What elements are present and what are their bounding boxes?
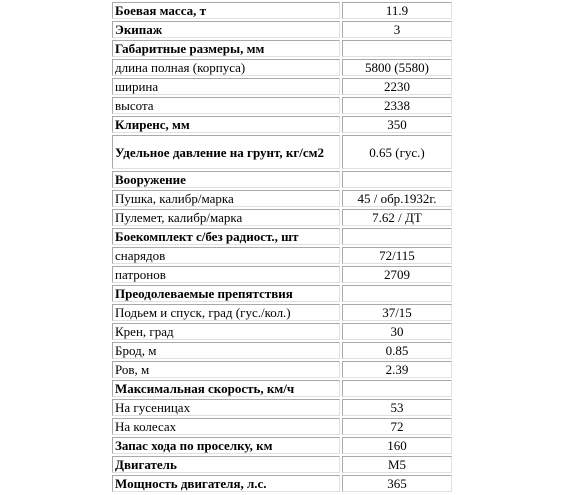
table-row xyxy=(112,171,452,188)
value-cell xyxy=(342,171,452,188)
parameter-cell: Удельное давление на грунт, кг/см2 xyxy=(112,135,340,169)
table-row xyxy=(112,456,452,473)
parameter-cell: Пушка, калибр/марка xyxy=(112,190,340,207)
table-row xyxy=(112,21,452,38)
value-cell: 72 xyxy=(342,418,452,435)
value-cell: 30 xyxy=(342,323,452,340)
table-row xyxy=(112,266,452,283)
table-row xyxy=(112,342,452,359)
value-cell xyxy=(342,228,452,245)
specifications-table-body xyxy=(112,2,452,492)
value-cell: 2709 xyxy=(342,266,452,283)
parameter-cell: высота xyxy=(112,97,340,114)
table-row xyxy=(112,59,452,76)
parameter-cell: Преодолеваемые препятствия xyxy=(112,285,340,302)
value-cell: 160 xyxy=(342,437,452,454)
table-row xyxy=(112,361,452,378)
table-row xyxy=(112,2,452,19)
table-row xyxy=(112,78,452,95)
value-cell: 350 xyxy=(342,116,452,133)
parameter-cell: Клиренс, мм xyxy=(112,116,340,133)
value-cell: 53 xyxy=(342,399,452,416)
parameter-cell: На колесах xyxy=(112,418,340,435)
parameter-cell: На гусеницах xyxy=(112,399,340,416)
value-cell: 2.39 xyxy=(342,361,452,378)
value-cell xyxy=(342,40,452,57)
parameter-cell: Ров, м xyxy=(112,361,340,378)
specifications-table xyxy=(110,0,454,494)
parameter-cell: Крен, град xyxy=(112,323,340,340)
parameter-cell: ширина xyxy=(112,78,340,95)
parameter-cell: Мощность двигателя, л.с. xyxy=(112,475,340,492)
parameter-cell: длина полная (корпуса) xyxy=(112,59,340,76)
table-row xyxy=(112,190,452,207)
table-row xyxy=(112,247,452,264)
table-row xyxy=(112,304,452,321)
parameter-cell: Боекомплект с/без радиост., шт xyxy=(112,228,340,245)
parameter-cell: Боевая масса, т xyxy=(112,2,340,19)
parameter-cell: Двигатель xyxy=(112,456,340,473)
table-row xyxy=(112,40,452,57)
table-row xyxy=(112,380,452,397)
value-cell xyxy=(342,285,452,302)
parameter-cell: Брод, м xyxy=(112,342,340,359)
value-cell: 7.62 / ДТ xyxy=(342,209,452,226)
table-row xyxy=(112,135,452,169)
table-row xyxy=(112,116,452,133)
parameter-cell: Запас хода по проселку, км xyxy=(112,437,340,454)
value-cell: 0.85 xyxy=(342,342,452,359)
parameter-cell: Вооружение xyxy=(112,171,340,188)
table-row xyxy=(112,418,452,435)
table-row xyxy=(112,285,452,302)
value-cell xyxy=(342,380,452,397)
value-cell: 2230 xyxy=(342,78,452,95)
value-cell: 5800 (5580) xyxy=(342,59,452,76)
value-cell: 11.9 xyxy=(342,2,452,19)
table-row xyxy=(112,475,452,492)
parameter-cell: Экипаж xyxy=(112,21,340,38)
value-cell: 365 xyxy=(342,475,452,492)
value-cell: 3 xyxy=(342,21,452,38)
value-cell: 72/115 xyxy=(342,247,452,264)
value-cell: М5 xyxy=(342,456,452,473)
value-cell: 2338 xyxy=(342,97,452,114)
table-row xyxy=(112,228,452,245)
table-row xyxy=(112,97,452,114)
value-cell: 0.65 (гус.) xyxy=(342,135,452,169)
parameter-cell: патронов xyxy=(112,266,340,283)
table-row xyxy=(112,323,452,340)
table-row xyxy=(112,437,452,454)
table-row xyxy=(112,399,452,416)
value-cell: 45 / обр.1932г. xyxy=(342,190,452,207)
table-row xyxy=(112,209,452,226)
value-cell: 37/15 xyxy=(342,304,452,321)
parameter-cell: Подьем и спуск, град (гус./кол.) xyxy=(112,304,340,321)
parameter-cell: Габаритные размеры, мм xyxy=(112,40,340,57)
parameter-cell: Пулемет, калибр/марка xyxy=(112,209,340,226)
parameter-cell: снарядов xyxy=(112,247,340,264)
parameter-cell: Максимальная скорость, км/ч xyxy=(112,380,340,397)
